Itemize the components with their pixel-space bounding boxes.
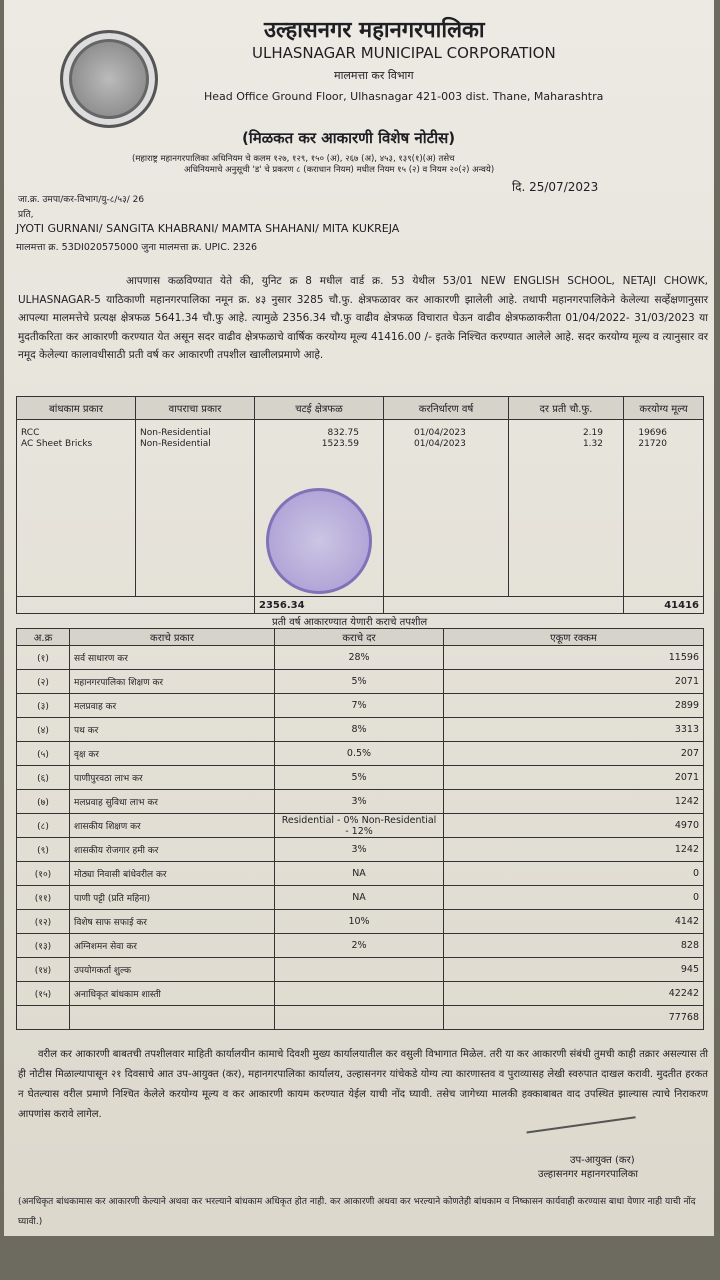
tax-amount: 4142 <box>444 910 704 934</box>
table-row <box>17 766 704 790</box>
official-stamp-icon <box>266 488 372 594</box>
signatory-title: उप-आयुक्त (कर) <box>570 1155 635 1166</box>
col-rate: दर प्रती चौ.फु. <box>509 397 624 420</box>
tax-serial: (१२) <box>17 910 70 934</box>
table-row <box>17 982 704 1006</box>
tax-rate: 2% <box>275 934 444 958</box>
table-row <box>17 958 704 982</box>
tax-amount: 42242 <box>444 982 704 1006</box>
corporation-name-marathi: उल्हासनगर महानगरपालिका <box>264 18 485 43</box>
rates: 2.19 1.32 <box>509 420 624 597</box>
tax-amount: 11596 <box>444 646 704 670</box>
tax-serial: (१३) <box>17 934 70 958</box>
assessment-table <box>16 396 704 614</box>
tax-rate: 5% <box>275 766 444 790</box>
tax-serial: (४) <box>17 718 70 742</box>
tax-amount: 207 <box>444 742 704 766</box>
total-area: 2356.34 <box>255 597 384 614</box>
tax-serial: (८) <box>17 814 70 838</box>
table-row <box>17 790 704 814</box>
total-taxable-value: 41416 <box>624 597 704 614</box>
tax-rate: 8% <box>275 718 444 742</box>
tax-serial: (९) <box>17 838 70 862</box>
tax-type: मलप्रवाह कर <box>70 694 275 718</box>
tax-type: सर्व साधारण कर <box>70 646 275 670</box>
tax-amount: 945 <box>444 958 704 982</box>
tax-type: अग्निशमन सेवा कर <box>70 934 275 958</box>
tax-rate: 5% <box>275 670 444 694</box>
taxable-values: 19696 21720 <box>624 420 704 597</box>
table-row <box>17 814 704 838</box>
carpet-areas: 832.75 1523.59 <box>255 420 384 597</box>
col-assessment-year: करनिर्धारण वर्ष <box>384 397 509 420</box>
tax-rate: Residential - 0% Non-Residential - 12% <box>275 814 444 838</box>
tax-amount: 0 <box>444 886 704 910</box>
corporation-name-english: ULHASNAGAR MUNICIPAL CORPORATION <box>252 44 556 62</box>
tax-type: पाणी पट्टी (प्रति महिना) <box>70 886 275 910</box>
table-row <box>17 646 704 670</box>
tax-type: विशेष साफ सफाई कर <box>70 910 275 934</box>
tax-amount: 1242 <box>444 838 704 862</box>
tax-details-caption: प्रती वर्ष आकारण्यात येणारी कराचे तपशील <box>272 617 428 628</box>
notice-date: दि. 25/07/2023 <box>512 180 599 194</box>
col-usage-type: वापराचा प्रकार <box>136 397 255 420</box>
tax-rate: 3% <box>275 838 444 862</box>
tax-serial: (१४) <box>17 958 70 982</box>
property-number: मालमत्ता क्र. 53DI020575000 जुना मालमत्ता क्र. UPIC. 2326 <box>16 242 258 253</box>
reference-number: जा.क्र. उमपा/कर-विभाग/यु-८/५३/ 26 <box>18 195 145 205</box>
tax-type: मोठ्या निवासी बांधेवरील कर <box>70 862 275 886</box>
assessment-years: 01/04/2023 01/04/2023 <box>384 420 509 597</box>
tax-type: अनाधिकृत बांधकाम शास्ती <box>70 982 275 1006</box>
signatory-organization: उल्हासनगर महानगरपालिका <box>538 1169 638 1180</box>
tax-serial: (६) <box>17 766 70 790</box>
tax-type: महानगरपालिका शिक्षण कर <box>70 670 275 694</box>
table-row <box>17 742 704 766</box>
table-row <box>17 718 704 742</box>
tax-rate: 7% <box>275 694 444 718</box>
tax-type: मलप्रवाह सुविधा लाभ कर <box>70 790 275 814</box>
owner-names: JYOTI GURNANI/ SANGITA KHABRANI/ MAMTA SHAHANI/ MITA KUKREJA <box>16 222 400 235</box>
tax-type: पाणीपुरवठा लाभ कर <box>70 766 275 790</box>
col-carpet-area: चटई क्षेत्रफळ <box>255 397 384 420</box>
table-row <box>17 670 704 694</box>
table-row <box>17 862 704 886</box>
tax-serial: (२) <box>17 670 70 694</box>
footer-paragraph: वरील कर आकारणी बाबतची तपशीलवार माहिती कार्यालयीन कामाचे दिवशी मुख्य कार्यालयातील कर वसुली विभागात मिळेल. तरी या कर आकारणी संबंधी तुमची काही तक्रार असल्यास ती ही नोटीस मिळाल्यापासून २१ दिवसाचे आत उप-आयुक्त (कर), महानगरपालिका कार्यालय, उल्हासनगर यांचेकडे योग्य त्या कारणास्तव व पुराव्यासह लेखी स्वरुपात दाखल करावी. मुदतीत हरकत न घेतल्यास वरील प्रमाणे निश्चित केलेले करयोग्य मूल्य व कर आकारणी कायम करण्यात येईल याची नोंद घ्यावी. तसेच जागेच्या मालकी हक्काबाबत वाद उपस्थित झाल्यास त्याचे निराकरण आपणांस करावे लागेल. <box>18 1049 708 1120</box>
tax-serial: (१५) <box>17 982 70 1006</box>
notice-title: (मिळकत कर आकारणी विशेष नोटीस) <box>242 129 456 147</box>
tax-serial: (१०) <box>17 862 70 886</box>
addressee-label: प्रति, <box>18 210 34 220</box>
tax-rate <box>275 958 444 982</box>
tax-rate: 10% <box>275 910 444 934</box>
col-serial: अ.क्र <box>17 629 70 646</box>
table-row <box>17 694 704 718</box>
department-name: मालमत्ता कर विभाग <box>334 69 414 82</box>
construction-types: RCC AC Sheet Bricks <box>17 420 136 597</box>
tax-type: पथ कर <box>70 718 275 742</box>
tax-rate: 3% <box>275 790 444 814</box>
col-total-amount: एकूण रक्कम <box>444 629 704 646</box>
tax-amount: 4970 <box>444 814 704 838</box>
col-taxable-value: करयोग्य मूल्य <box>624 397 704 420</box>
tax-details-table <box>16 628 704 1030</box>
tax-amount: 2071 <box>444 670 704 694</box>
table-row <box>17 838 704 862</box>
tax-type: शासकीय रोजगार हमी कर <box>70 838 275 862</box>
tax-serial: (३) <box>17 694 70 718</box>
office-address: Head Office Ground Floor, Ulhasnagar 421-003 dist. Thane, Maharashtra <box>204 90 604 103</box>
tax-amount: 2071 <box>444 766 704 790</box>
tax-serial: (५) <box>17 742 70 766</box>
fine-print: (अनधिकृत बांधकामास कर आकारणी केल्याने अथवा कर भरल्याने बांधकाम अधिकृत होत नाही. कर आकारणी अथवा कर भरल्याने कोणतेही बांधकाम व निष्कासन कार्यवाही करण्यास बाधा येणार नाही याची नोंद घ्यावी.) <box>18 1197 696 1227</box>
tax-rate <box>275 982 444 1006</box>
notice-paragraph: आपणास कळविण्यात येते की, युनिट क्र 8 मधील वार्ड क्र. 53 येथील 53/01 NEW ENGLISH SCHOOL, NETAJI CHOWK, ULHASNAGAR-5 याठिकाणी महानगरपालिका नमून क्र. ४३ नुसार 3285 चौ.फु. क्षेत्रफळावर कर आकारणी झालेली आहे. तथापी महानगरपालिकेने केलेल्या सर्व्हेक्षणानुसार आपल्या मालमत्तेचे प्रत्यक्ष क्षेत्रफळ 5641.34 चौ.फु आहे. त्यामुळे 2356.34 चौ.फु वाढीव क्षेत्रफळ विचारात घेऊन वाढीव क्षेत्रफळाकरीता 01/04/2022- 31/03/2023 या मुदतीकरिता कर आकारणी करण्यात येत असून सदर वाढीव क्षेत्रफळाचे वार्षिक करयोग्य मूल्य 41416.00 /- इतके निश्चित करण्यात आलेले आहे. सदर करयोग्य मूल्य व त्यानुसार वर नमूद केलेल्या कालावधीसाठी प्रती वर्ष कर आकारणी तपशील खालीलप्रमाणे आहे. <box>18 275 708 361</box>
notice-document <box>4 0 714 1236</box>
act-reference-line-2: अधिनियमाचे अनुसूची 'ड' चे प्रकरण ८ (कराधान नियम) मधील नियम १५ (२) व नियम २०(२) अन्वये) <box>184 165 495 175</box>
col-tax-rate: कराचे दर <box>275 629 444 646</box>
col-tax-type: कराचे प्रकार <box>70 629 275 646</box>
tax-serial: (७) <box>17 790 70 814</box>
tax-amount: 3313 <box>444 718 704 742</box>
act-reference-line-1: (महाराष्ट्र महानगरपालिका अधिनियम चे कलम १२७, १२९, १५० (अ), २६७ (अ), ४५३, १३९(१)(अ) तसेच <box>132 154 455 164</box>
tax-rate: 0.5% <box>275 742 444 766</box>
tax-type: शासकीय शिक्षण कर <box>70 814 275 838</box>
col-construction-type: बांधकाम प्रकार <box>17 397 136 420</box>
grand-total: 77768 <box>444 1006 704 1030</box>
tax-type: उपयोगकर्ता शुल्क <box>70 958 275 982</box>
tax-type: वृक्ष कर <box>70 742 275 766</box>
tax-serial: (१) <box>17 646 70 670</box>
table-row <box>17 910 704 934</box>
tax-rate: NA <box>275 886 444 910</box>
tax-serial: (११) <box>17 886 70 910</box>
usage-types: Non-Residential Non-Residential <box>136 420 255 597</box>
corporation-seal-icon <box>60 30 158 128</box>
table-row <box>17 886 704 910</box>
tax-amount: 0 <box>444 862 704 886</box>
tax-amount: 828 <box>444 934 704 958</box>
tax-amount: 1242 <box>444 790 704 814</box>
tax-rate: NA <box>275 862 444 886</box>
tax-amount: 2899 <box>444 694 704 718</box>
tax-rate: 28% <box>275 646 444 670</box>
table-row <box>17 934 704 958</box>
